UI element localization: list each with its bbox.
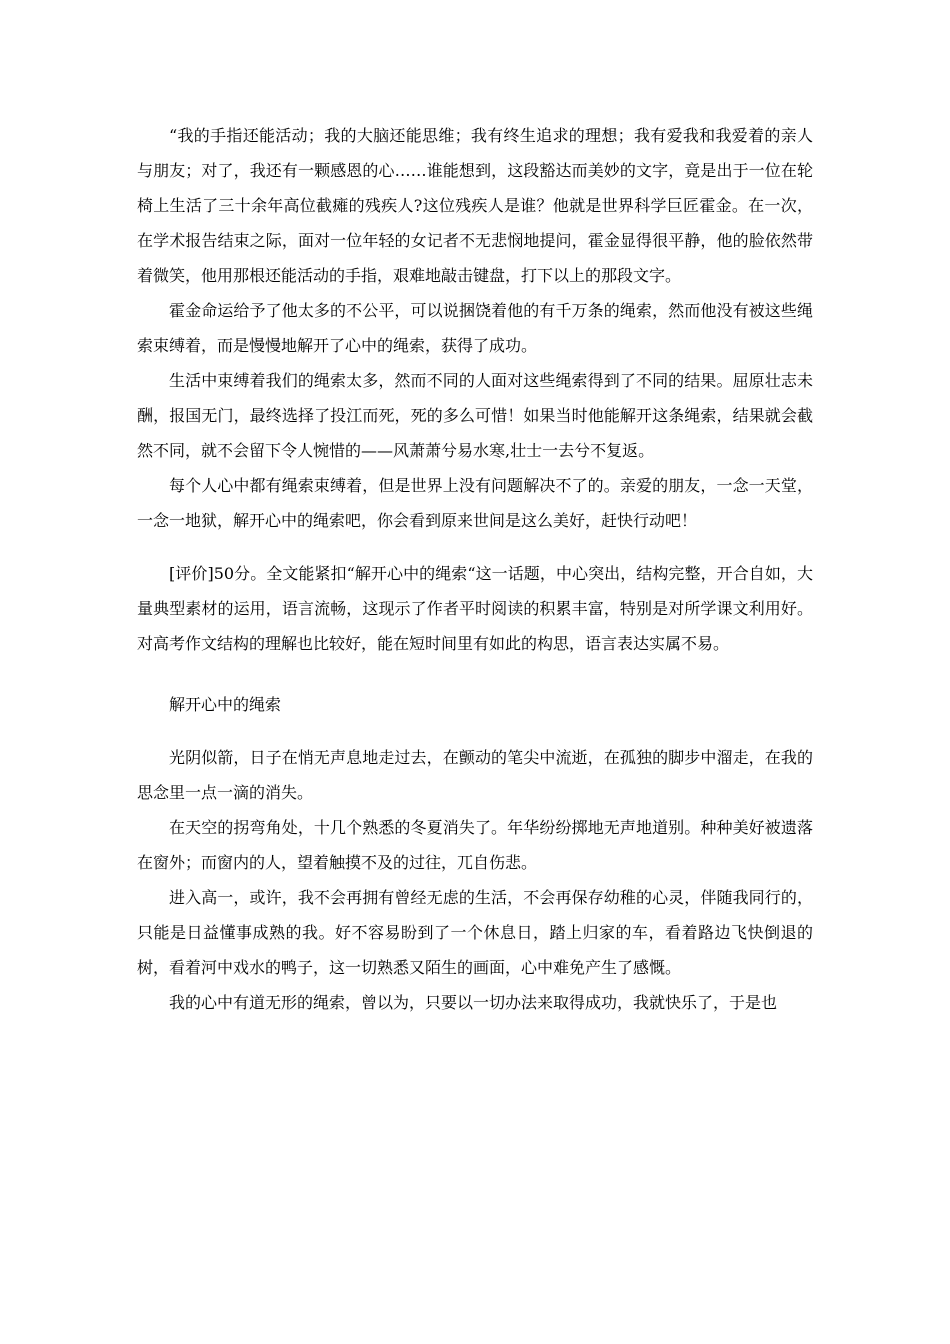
essay2-paragraph-3: 进入高一，或许，我不会再拥有曾经无虑的生活，不会再保存幼稚的心灵，伴随我同行的，只能是日益懂事成熟的我。好不容易盼到了一个休息日，踏上归家的车，看着路边飞快倒退的树，看着河中戏水的鸭子，这一切熟悉又陌生的画面，心中难免产生了感慨。 [137, 888, 813, 977]
essay2-paragraph-2: 在天空的拐弯角处，十几个熟悉的冬夏消失了。年华纷纷掷地无声地道别。种种美好被遗落在窗外；而窗内的人，望着触摸不及的过往，兀自伤悲。 [137, 818, 813, 872]
essay2-paragraph-4: 我的心中有道无形的绳索，曾以为，只要以一切办法来取得成功，我就快乐了，于是也 [169, 993, 778, 1012]
essay1-paragraph-3: 生活中束缚着我们的绳索太多，然而不同的人面对这些绳索得到了不同的结果。屈原壮志未酬，报国无门，最终选择了投江而死，死的多么可惜！如果当时他能解开这条绳索，结果就会截然不同，就不会留下令人惋惜的——风萧萧兮易水寒,壮士一去兮不复返。 [137, 371, 813, 460]
document-body [137, 118, 813, 1020]
spacer [137, 722, 813, 740]
essay1-paragraph-2: 霍金命运给予了他太多的不公平，可以说捆饶着他的有千万条的绳索，然而他没有被这些绳索束缚着，而是慢慢地解开了心中的绳索，获得了成功。 [137, 301, 813, 355]
essay2-paragraph-1: 光阴似箭，日子在悄无声息地走过去，在颤动的笔尖中流逝，在孤独的脚步中溜走，在我的思念里一点一滴的消失。 [137, 748, 813, 802]
essay1-paragraph-4: 每个人心中都有绳索束缚着，但是世界上没有问题解决不了的。亲爱的朋友，一念一天堂，一念一地狱，解开心中的绳索吧，你会看到原来世间是这么美好，赶快行动吧！ [137, 476, 813, 530]
spacer [137, 538, 813, 556]
evaluation-paragraph: [评价]50分。全文能紧扣“解开心中的绳索“这一话题，中心突出，结构完整，开合自如，大量典型素材的运用，语言流畅，这现示了作者平时阅读的积累丰富，特别是对所学课文利用好。对高考作文结构的理解也比较好，能在短时间里有如此的构思，语言表达实属不易。 [137, 564, 813, 653]
essay1-paragraph-1: “我的手指还能活动；我的大脑还能思维；我有终生追求的理想；我有爱我和我爱着的亲人与朋友；对了，我还有一颗感恩的心……谁能想到，这段豁达而美妙的文字，竟是出于一位在轮椅上生活了三十余年高位截瘫的残疾人?这位残疾人是谁？他就是世界科学巨匠霍金。在一次，在学术报告结束之际，面对一位年轻的女记者不无悲悯地提问，霍金显得很平静，他的脸依然带着微笑，他用那根还能活动的手指，艰难地敲击键盘，打下以上的那段文字。 [137, 126, 813, 285]
essay2-title: 解开心中的绳索 [169, 695, 282, 714]
spacer [137, 661, 813, 687]
